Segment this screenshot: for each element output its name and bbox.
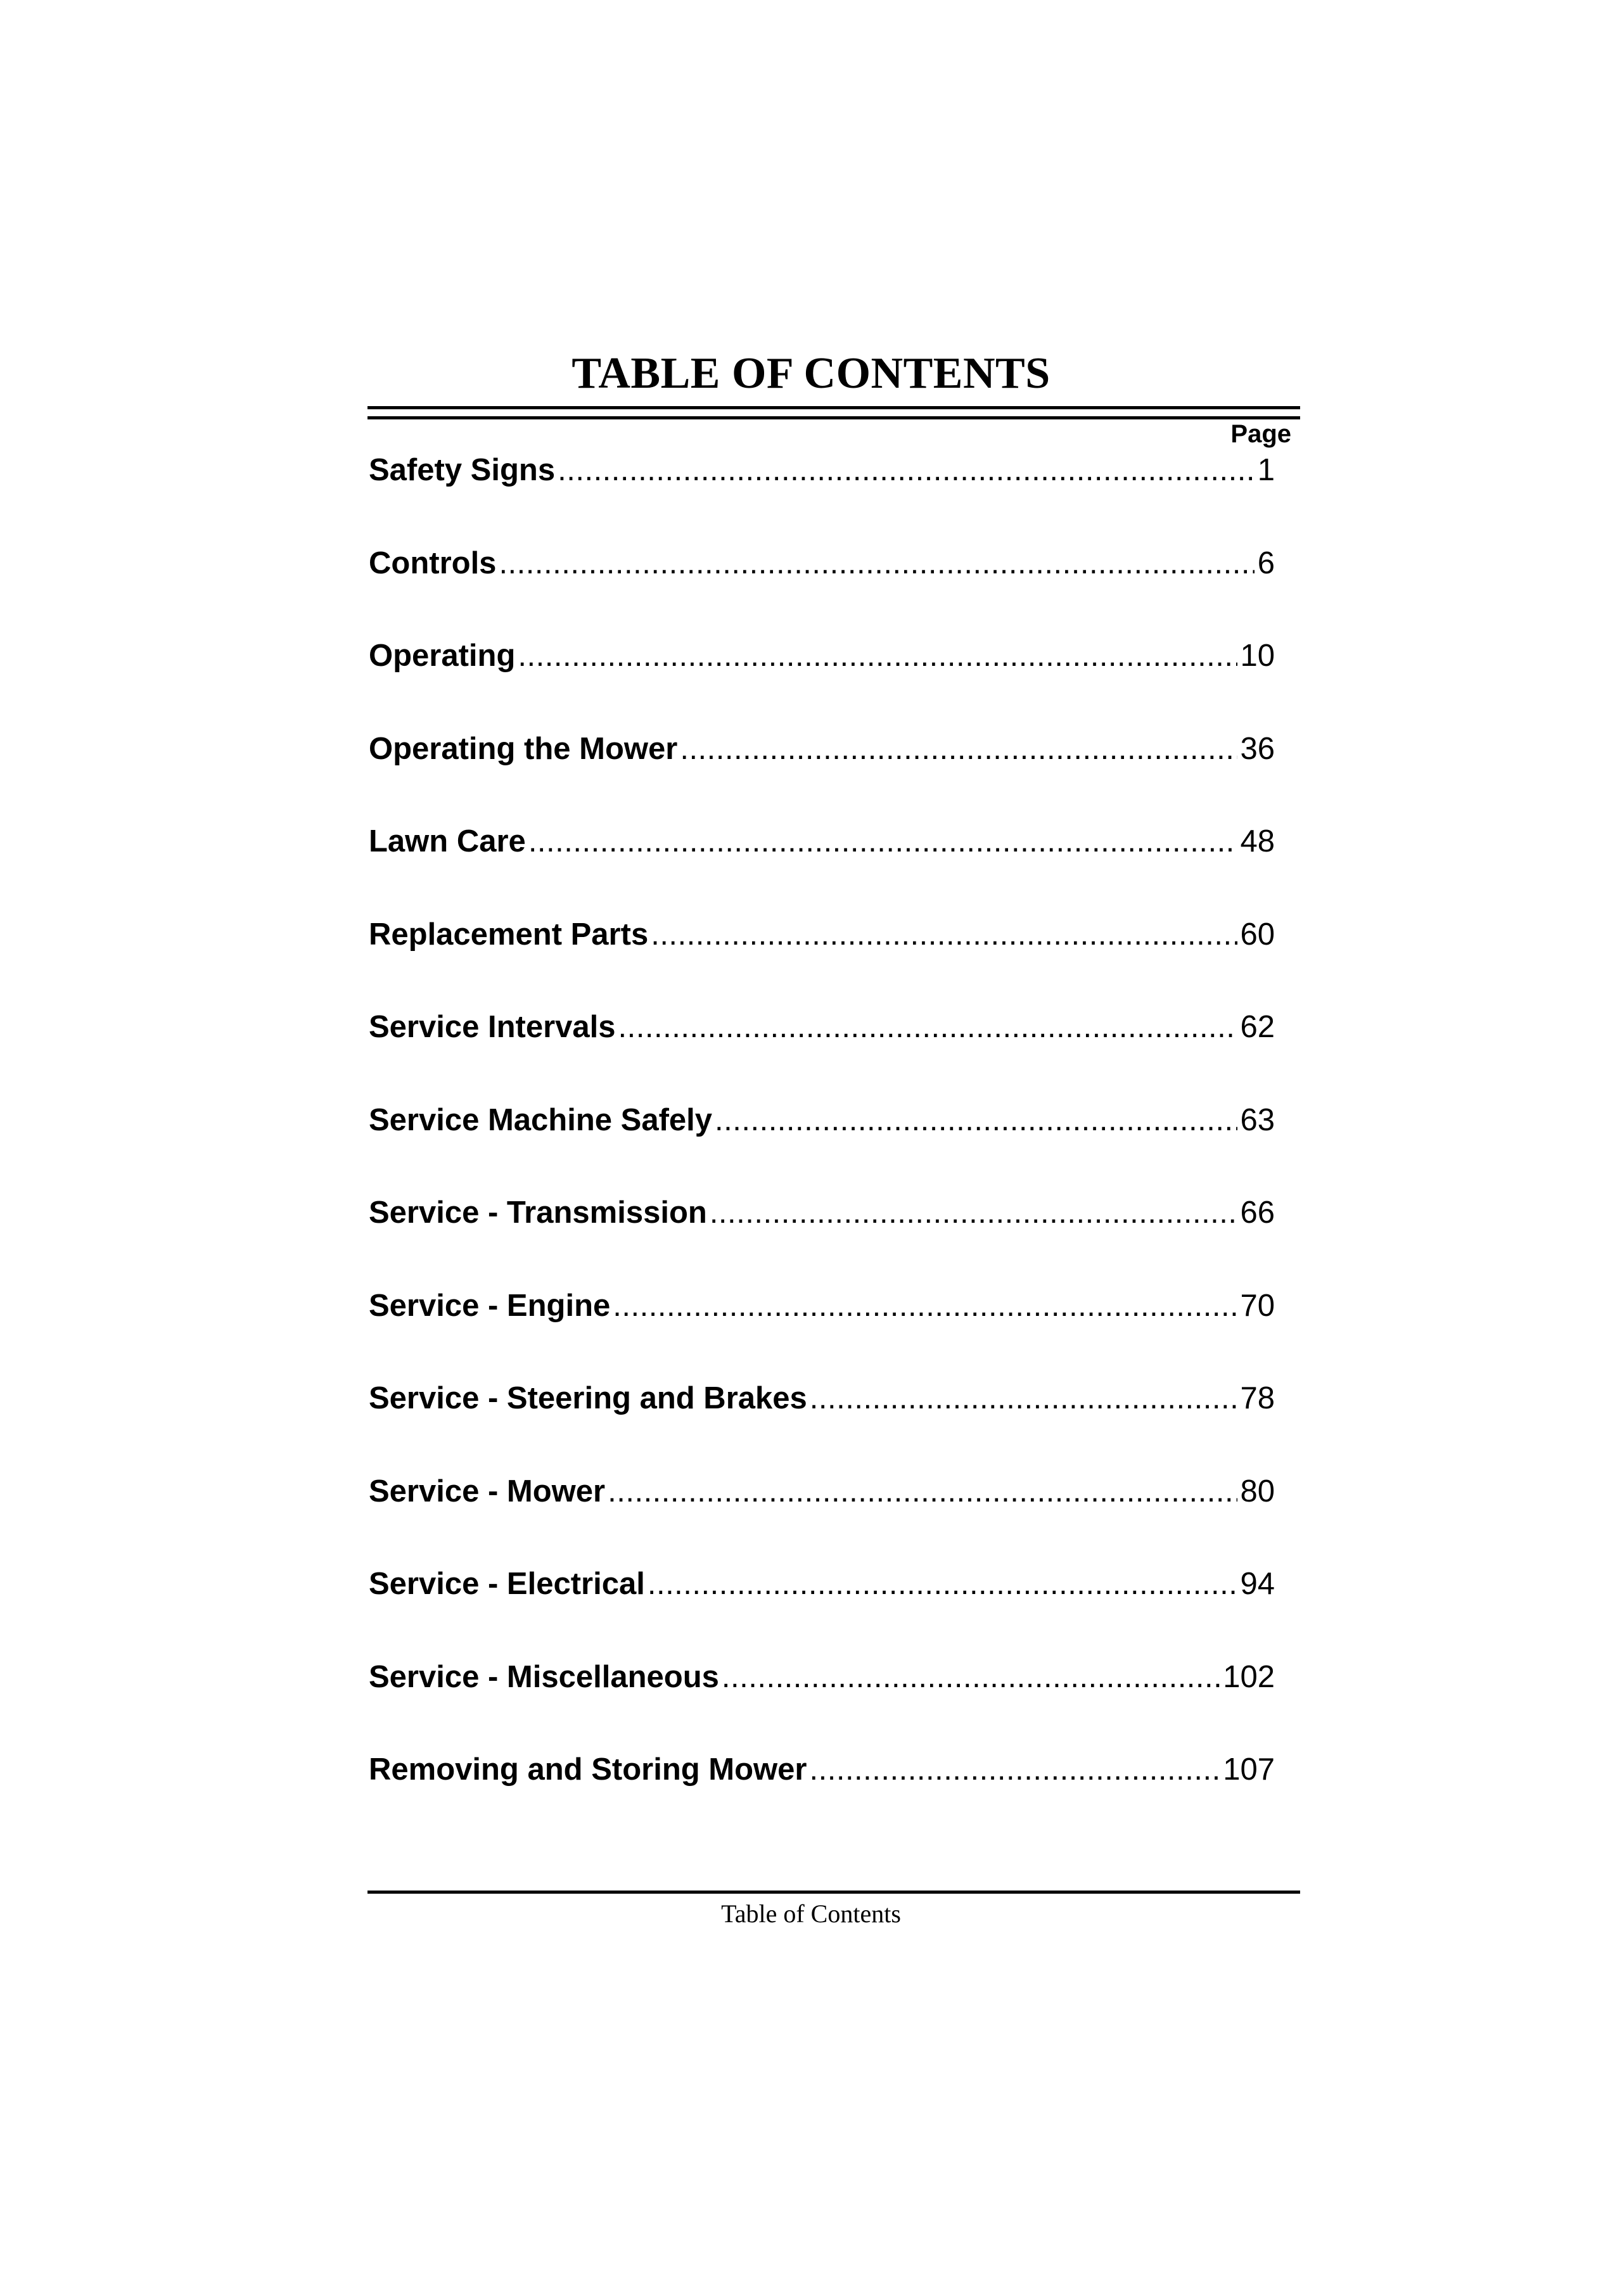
- toc-entry-service-steering-and-brakes[interactable]: [369, 1376, 1275, 1469]
- toc-entry-lawn-care[interactable]: [369, 819, 1275, 912]
- toc-entry-label: Controls: [369, 545, 497, 580]
- dot-leader: [528, 819, 1238, 864]
- toc-entry-page: 80: [1240, 1474, 1275, 1508]
- toc-entry-label: Operating the Mower: [369, 731, 678, 766]
- toc-entry-page: 102: [1223, 1659, 1275, 1694]
- dot-leader: [710, 1190, 1238, 1235]
- toc-entry-page: 78: [1240, 1381, 1275, 1415]
- dot-leader: [518, 634, 1237, 678]
- toc-entry-page: 70: [1240, 1288, 1275, 1323]
- dot-leader: [651, 912, 1237, 957]
- dot-leader: [613, 1284, 1237, 1328]
- toc-entry-page: 107: [1223, 1752, 1275, 1787]
- toc-entry-label: Service - Electrical: [369, 1567, 645, 1601]
- page-footer: Table of Contents: [721, 1899, 901, 1928]
- title-rule-top: [367, 406, 1300, 409]
- dot-leader: [722, 1655, 1220, 1699]
- dot-leader: [558, 448, 1255, 492]
- toc-entry-safety-signs[interactable]: [369, 448, 1275, 541]
- toc-entry-page: 6: [1257, 545, 1275, 580]
- toc-entry-label: Service Machine Safely: [369, 1102, 713, 1137]
- toc-entry-label: Operating: [369, 639, 516, 673]
- dot-leader: [680, 727, 1237, 771]
- toc-entry-page: 63: [1240, 1102, 1275, 1137]
- toc-entry-label: Lawn Care: [369, 824, 526, 858]
- toc-entry-service-intervals[interactable]: [369, 1005, 1275, 1098]
- toc-entry-page: 62: [1240, 1010, 1275, 1044]
- dot-leader: [810, 1376, 1238, 1420]
- dot-leader: [618, 1005, 1238, 1049]
- toc-entry-operating-the-mower[interactable]: [369, 727, 1275, 820]
- toc-entry-page: 1: [1257, 453, 1275, 487]
- toc-entry-page: 48: [1240, 824, 1275, 858]
- toc-entry-label: Replacement Parts: [369, 917, 649, 952]
- toc-entry-label: Removing and Storing Mower: [369, 1752, 807, 1787]
- toc-entry-replacement-parts[interactable]: [369, 912, 1275, 1005]
- toc-entry-label: Service Intervals: [369, 1010, 616, 1044]
- dot-leader: [608, 1469, 1237, 1514]
- dot-leader: [715, 1098, 1237, 1142]
- title-rule-bottom: [367, 416, 1300, 419]
- page-title: TABLE OF CONTENTS: [572, 349, 1050, 398]
- toc-entry-label: Service - Engine: [369, 1288, 611, 1323]
- dot-leader: [499, 541, 1255, 585]
- page-column-label: Page: [1230, 420, 1291, 448]
- toc-entry-page: 36: [1240, 731, 1275, 766]
- toc-entry-service-electrical[interactable]: [369, 1562, 1275, 1655]
- toc-entry-label: Safety Signs: [369, 453, 556, 487]
- toc-entry-service-engine[interactable]: [369, 1284, 1275, 1377]
- toc-entry-page: 94: [1240, 1567, 1275, 1601]
- toc-entry-operating[interactable]: [369, 634, 1275, 727]
- toc-list: [369, 448, 1275, 1840]
- dot-leader: [648, 1562, 1238, 1606]
- toc-entry-service-machine-safely[interactable]: [369, 1098, 1275, 1191]
- toc-entry-service-mower[interactable]: [369, 1469, 1275, 1562]
- toc-entry-service-transmission[interactable]: [369, 1190, 1275, 1284]
- toc-entry-page: 60: [1240, 917, 1275, 952]
- toc-entry-label: Service - Steering and Brakes: [369, 1381, 807, 1415]
- footer-rule: [367, 1891, 1300, 1894]
- toc-entry-removing-and-storing-mower[interactable]: [369, 1747, 1275, 1840]
- toc-entry-label: Service - Mower: [369, 1474, 606, 1508]
- toc-entry-page: 66: [1240, 1196, 1275, 1230]
- toc-entry-controls[interactable]: [369, 541, 1275, 634]
- toc-entry-page: 10: [1240, 639, 1275, 673]
- toc-entry-service-miscellaneous[interactable]: [369, 1655, 1275, 1748]
- toc-entry-label: Service - Miscellaneous: [369, 1659, 719, 1694]
- toc-entry-label: Service - Transmission: [369, 1196, 707, 1230]
- dot-leader: [809, 1747, 1220, 1792]
